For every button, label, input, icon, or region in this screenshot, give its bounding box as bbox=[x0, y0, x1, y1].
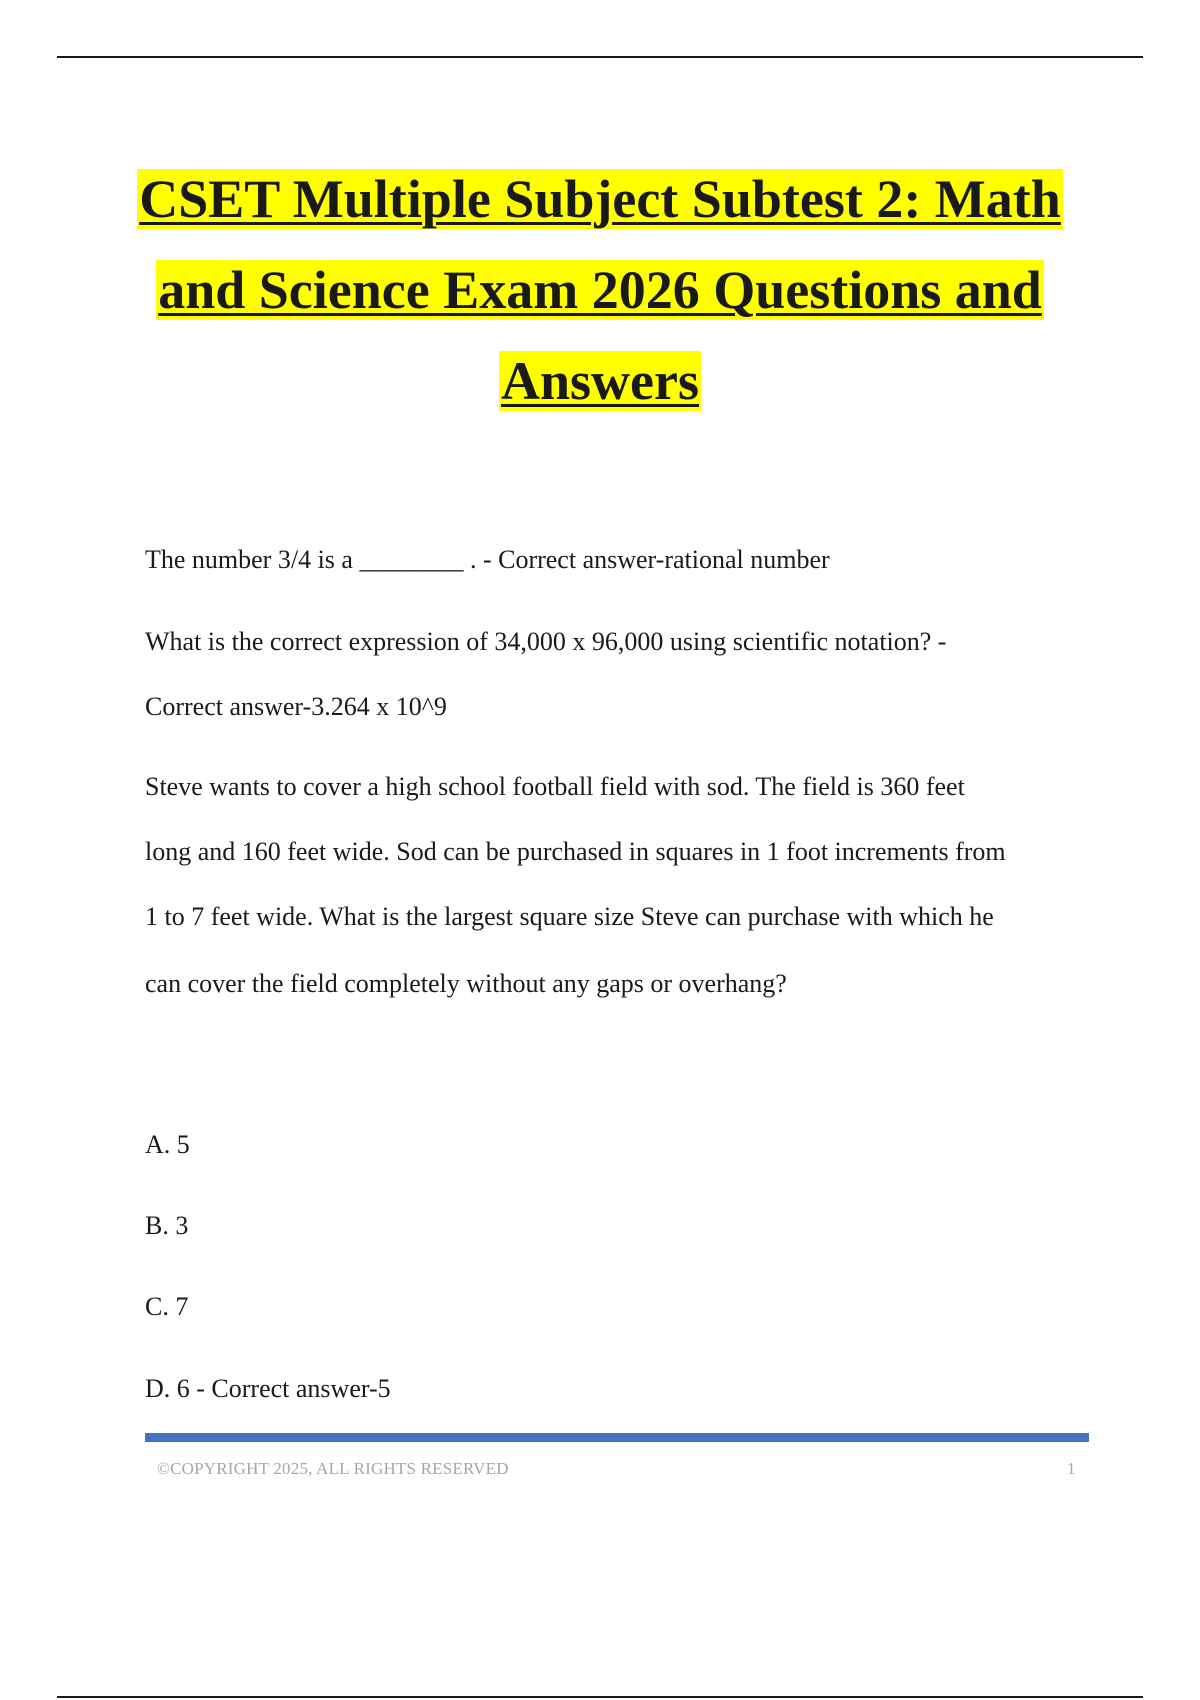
option-c: C. 7 bbox=[145, 1292, 189, 1321]
question-3-line-2: long and 160 feet wide. Sod can be purchased in squares in 1 foot increments from bbox=[145, 837, 1006, 866]
question-1: The number 3/4 is a ________ . - Correct answer-rational number bbox=[145, 545, 830, 574]
question-3-line-3: 1 to 7 feet wide. What is the largest square size Steve can purchase with which he bbox=[145, 902, 994, 931]
bottom-rule bbox=[57, 1696, 1143, 1698]
option-a: A. 5 bbox=[145, 1130, 190, 1159]
question-2-line-2: Correct answer-3.264 x 10^9 bbox=[145, 692, 447, 721]
title-line-3-text: Answers bbox=[501, 351, 699, 411]
title-line-1 bbox=[0, 168, 1200, 259]
footer-bar bbox=[145, 1433, 1089, 1442]
option-d: D. 6 - Correct answer-5 bbox=[145, 1374, 391, 1403]
option-b: B. 3 bbox=[145, 1211, 189, 1240]
question-3-line-4: can cover the field completely without any gaps or overhang? bbox=[145, 969, 787, 998]
question-3-line-1: Steve wants to cover a high school football field with sod. The field is 360 feet bbox=[145, 772, 965, 801]
title-line-1-text: CSET Multiple Subject Subtest 2: Math bbox=[139, 169, 1061, 229]
title-line-3 bbox=[0, 350, 1200, 441]
question-2-line-1: What is the correct expression of 34,000 x 96,000 using scientific notation? - bbox=[145, 627, 947, 656]
title-line-2-text: and Science Exam 2026 Questions and bbox=[158, 260, 1042, 320]
footer-copyright: ©COPYRIGHT 2025, ALL RIGHTS RESERVED bbox=[157, 1459, 509, 1478]
top-rule bbox=[57, 56, 1143, 58]
document-title bbox=[0, 168, 1200, 441]
title-line-2 bbox=[0, 259, 1200, 350]
page-number: 1 bbox=[1067, 1459, 1076, 1478]
